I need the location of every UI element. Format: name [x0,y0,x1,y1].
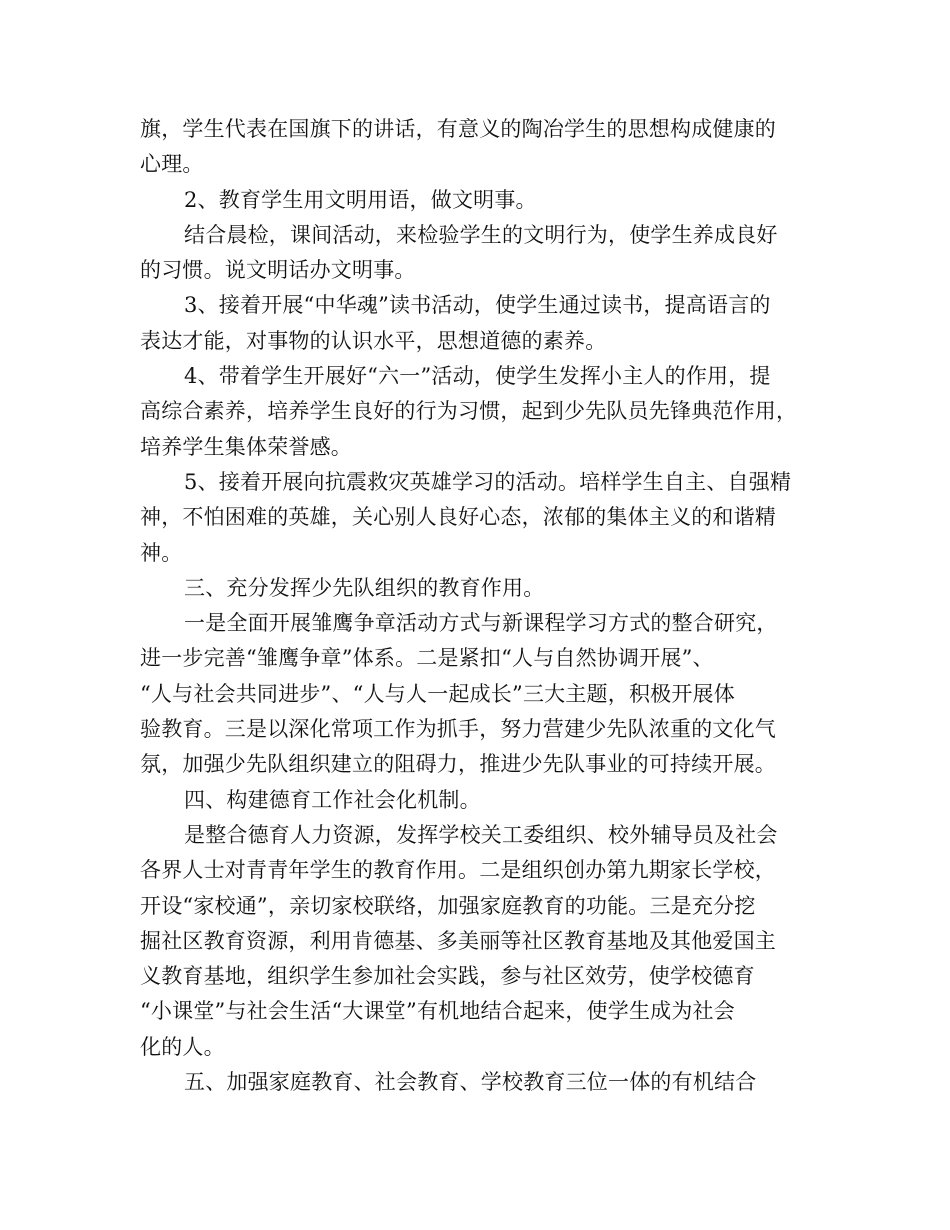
text-line: 心理。 [140,152,204,177]
text-line: 是整合德育人力资源，发挥学校关工委组织、校外辅导员及社会 [184,822,778,847]
text-line: 一是全面开展雏鹰争章活动方式与新课程学习方式的整合研究， [184,611,778,636]
text-line: 开设“家校通”，亲切家校联络，加强家庭教育的功能。三是充分挖 [140,893,756,918]
text-line: 结合晨检，课间活动，来检验学生的文明行为，使学生养成良好 [184,222,778,247]
text-line: “小课堂”与社会生活“大课堂”有机地结合起来，使学生成为社会 [140,999,735,1024]
text-line: 旗，学生代表在国旗下的讲话，有意义的陶冶学生的思想构成健康的 [140,117,776,141]
text-line: 四、构建德育工作社会化机制。 [184,787,481,812]
text-line: 高综合素养，培养学生良好的行为习惯，起到少先队员先锋典范作用， [140,399,798,424]
text-line: 2、教育学生用文明用语，做文明事。 [184,187,537,212]
text-line: “人与社会共同进步”、“人与人一起成长”三大主题，积极开展体 [140,681,735,706]
text-line: 五、加强家庭教育、社会教育、学校教育三位一体的有机结合 [184,1070,757,1095]
text-line: 化的人。 [140,1034,225,1059]
text-line: 的习惯。说文明话办文明事。 [140,258,416,283]
document-body [140,112,830,1100]
text-line: 各界人士对青青年学生的教育作用。二是组织创办第九期家长学校， [140,858,776,883]
text-line: 表达才能，对事物的认识水平，思想道德的素养。 [140,328,607,353]
text-line: 义教育基地，组织学生参加社会实践，参与社区效劳，使学校德育 [140,964,755,989]
text-line: 验教育。三是以深化常项工作为抓手，努力营建少先队浓重的文化气 [140,717,776,742]
text-line: 神。 [140,540,183,565]
text-line: 进一步完善“雏鹰争章”体系。二是紧扣“人与自然协调开展”、 [140,646,714,671]
text-line: 神，不怕困难的英雄，关心别人良好心态，浓郁的集体主义的和谐精 [140,505,776,530]
text-line: 氛，加强少先队组织建立的阻碍力，推进少先队事业的可持续开展。 [140,752,776,777]
text-line: 三、充分发挥少先队组织的教育作用。 [184,575,545,600]
text-line: 5、接着开展向抗震救灾英雄学习的活动。培样学生自主、自强精 [184,469,792,494]
text-line: 培养学生集体荣誉感。 [140,434,352,459]
text-line: 掘社区教育资源，利用肯德基、多美丽等社区教育基地及其他爱国主 [140,928,776,953]
text-line: 3、接着开展“中华魂”读书活动，使学生通过读书，提高语言的 [184,293,771,318]
text-line: 4、带着学生开展好“六一”活动，使学生发挥小主人的作用，提 [184,364,771,389]
